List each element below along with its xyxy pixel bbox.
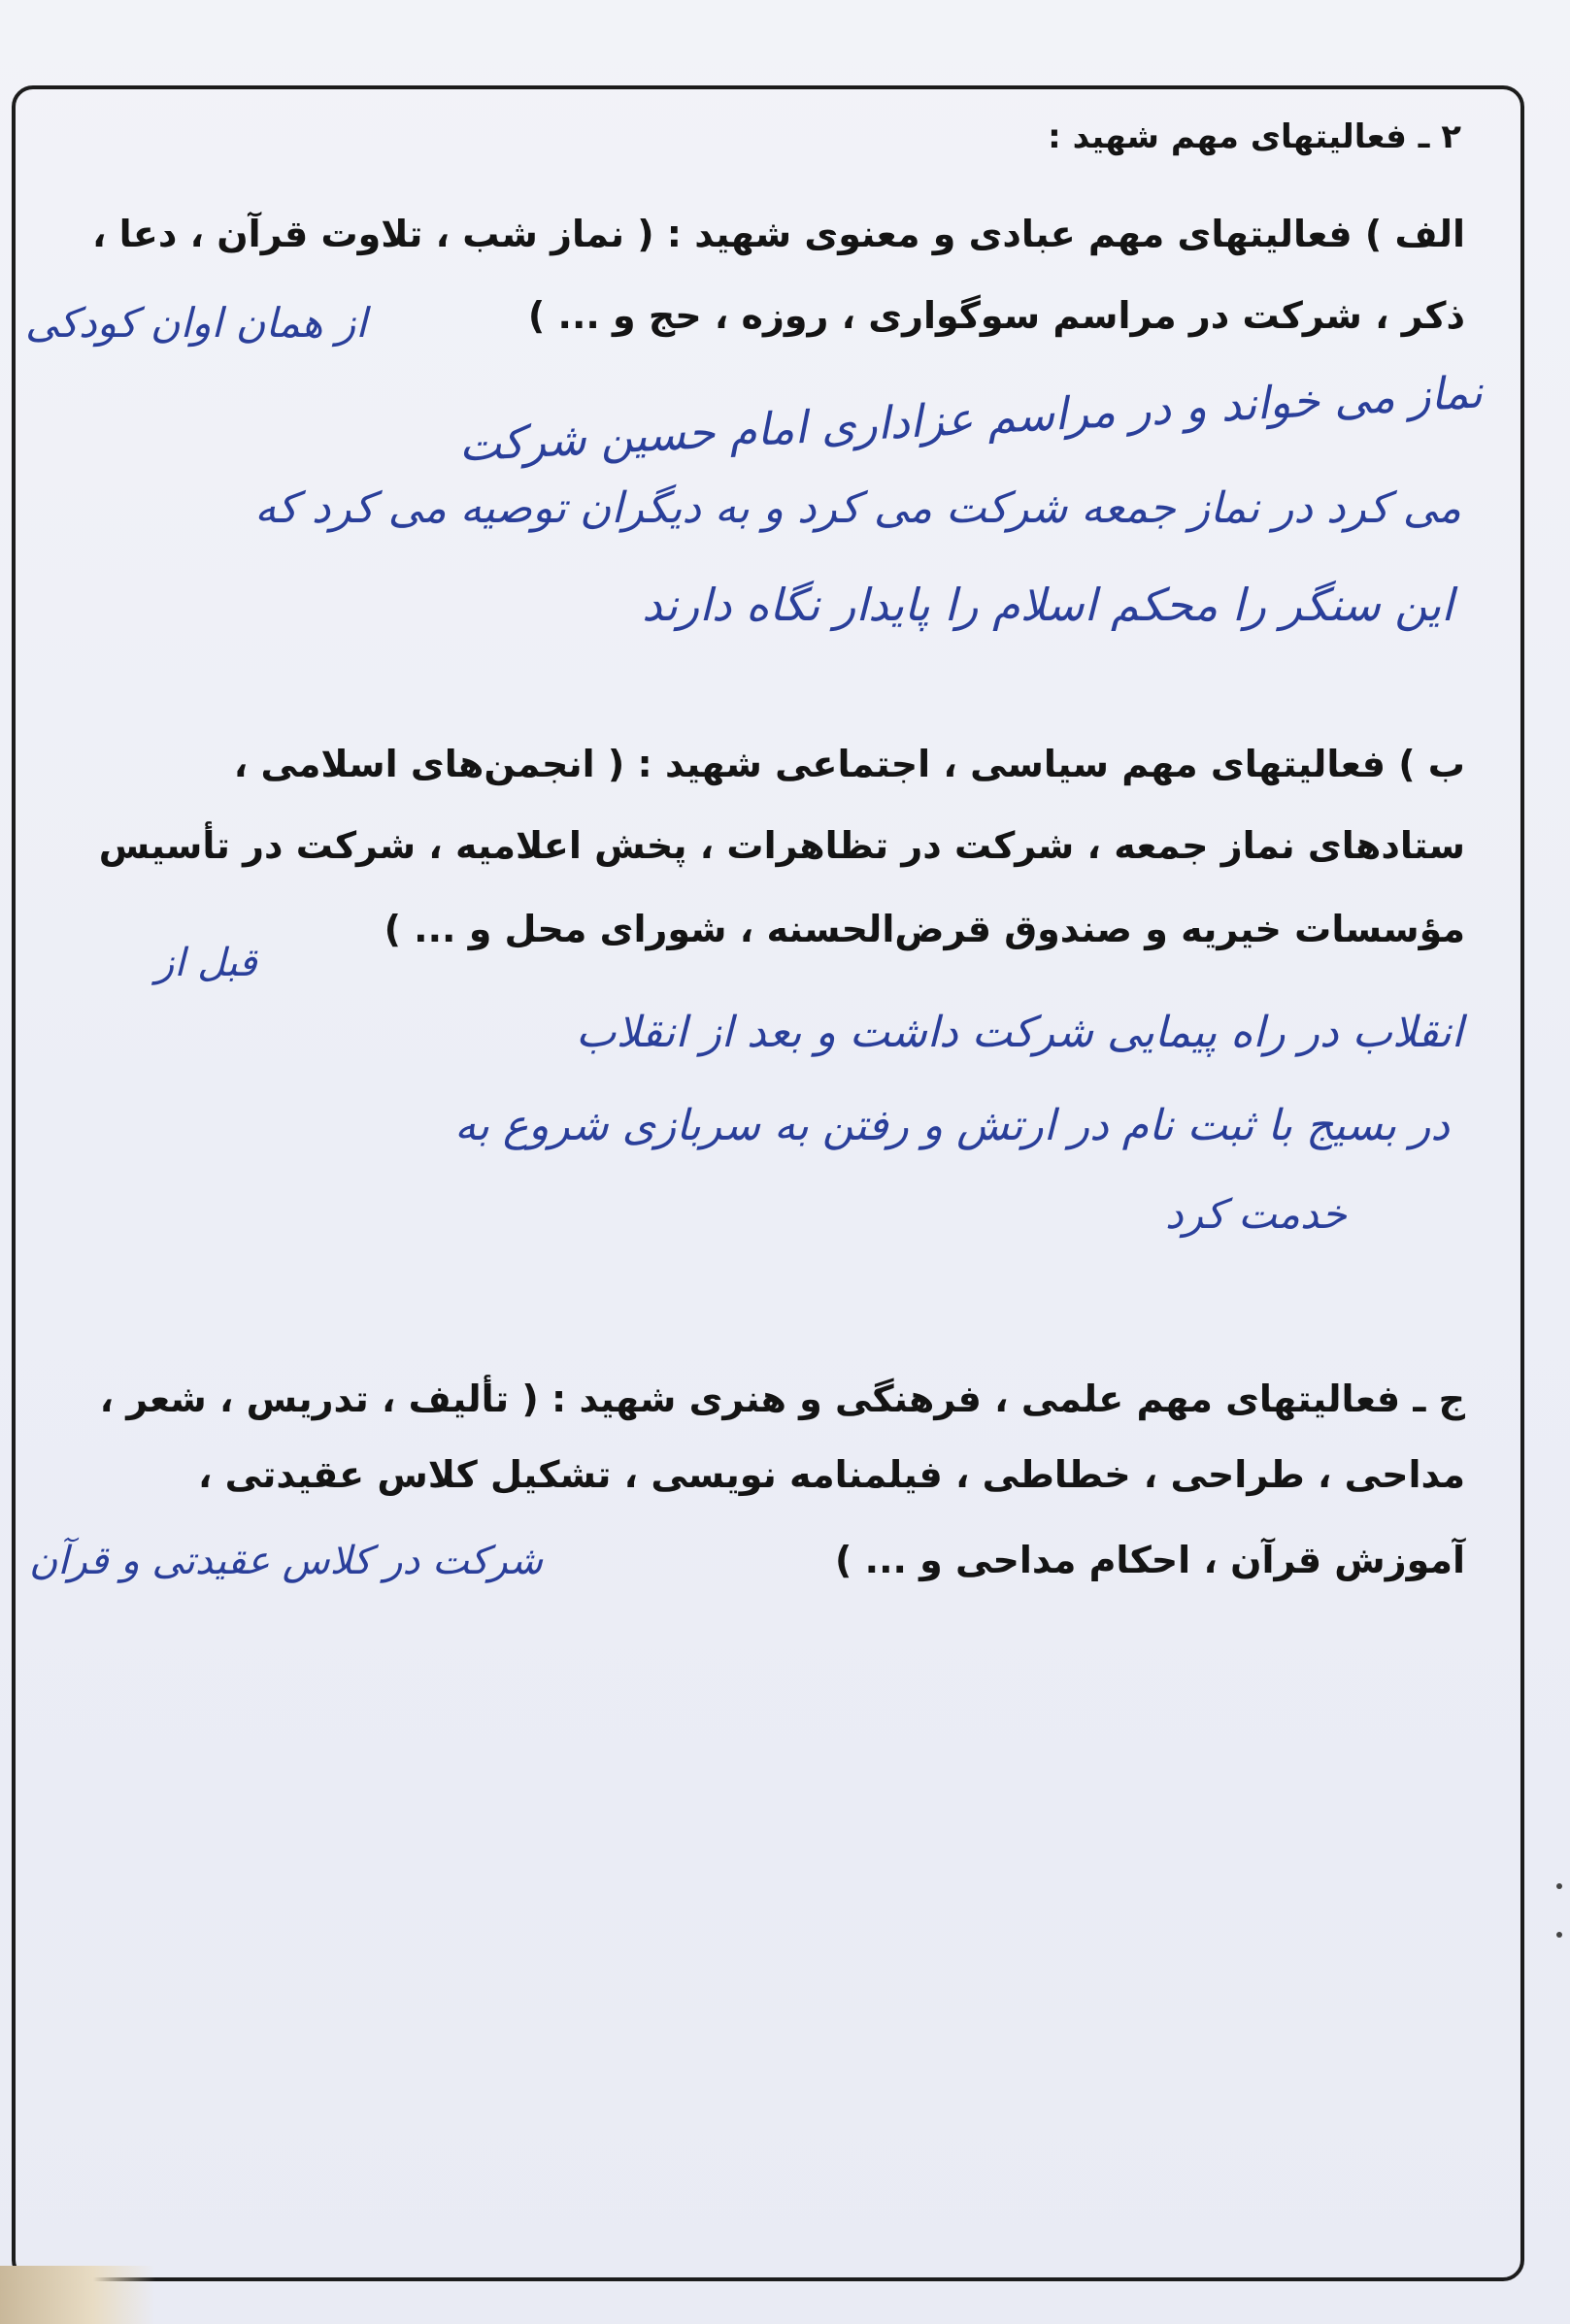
jim-handwritten-line-1: شرکت در کلاس عقیدتی و قرآن xyxy=(29,1539,543,1583)
be-handwritten-line-2: انقلاب در راه پیمایی شرکت داشت و بعد از انقلاب xyxy=(576,1008,1463,1057)
alef-printed-line-2: ذکر ، شرکت در مراسم سوگواری ، روزه ، حج و ... ) xyxy=(527,294,1465,337)
be-handwritten-line-3: در بسیج با ثبت نام در ارتش و رفتن به سربازی شروع به xyxy=(454,1101,1450,1150)
be-handwritten-line-4: خدمت کرد xyxy=(1165,1190,1347,1238)
jim-printed-line-1: ج ـ فعالیتهای مهم علمی ، فرهنگی و هنری شهید : ( تألیف ، تدریس ، شعر ، xyxy=(99,1378,1465,1420)
jim-printed-line-3: آموزش قرآن ، احکام مداحی و ... ) xyxy=(835,1539,1465,1581)
alef-handwritten-line-1: از همان اوان کودکی xyxy=(25,299,367,347)
alef-printed-line-1: الف ) فعالیتهای مهم عبادی و معنوی شهید : ( نماز شب ، تلاوت قرآن ، دعا ، xyxy=(91,213,1465,255)
alef-handwritten-line-4: این سنگر را محکم اسلام را پایدار نگاه دارند xyxy=(642,579,1453,631)
be-handwritten-line-1: قبل از xyxy=(155,941,257,985)
be-printed-line-2: ستادهای نماز جمعه ، شرکت در تظاهرات ، پخش اعلامیه ، شرکت در تأسیس xyxy=(98,824,1465,867)
alef-handwritten-line-3: می کرد در نماز جمعه شرکت می کرد و به دیگران توصیه می کرد که xyxy=(254,483,1461,533)
margin-dot xyxy=(1556,1883,1562,1889)
margin-dot xyxy=(1556,1932,1562,1938)
be-printed-line-1: ب ) فعالیتهای مهم سیاسی ، اجتماعی شهید : ( انجمن‌های اسلامی ، xyxy=(233,743,1465,785)
be-printed-line-3: مؤسسات خیریه و صندوق قرض‌الحسنه ، شورای محل و ... ) xyxy=(384,908,1465,950)
paper-corner-tab xyxy=(0,2266,155,2324)
jim-printed-line-2: مداحی ، طراحی ، خطاطی ، فیلمنامه نویسی ، تشکیل کلاس عقیدتی ، xyxy=(197,1453,1465,1496)
alef-handwritten-line-2: نماز می خواند و در مراسم عزاداری امام حسین شرکت xyxy=(456,365,1484,472)
section-title: ۲ ـ فعالیتهای مهم شهید : xyxy=(1048,117,1461,156)
